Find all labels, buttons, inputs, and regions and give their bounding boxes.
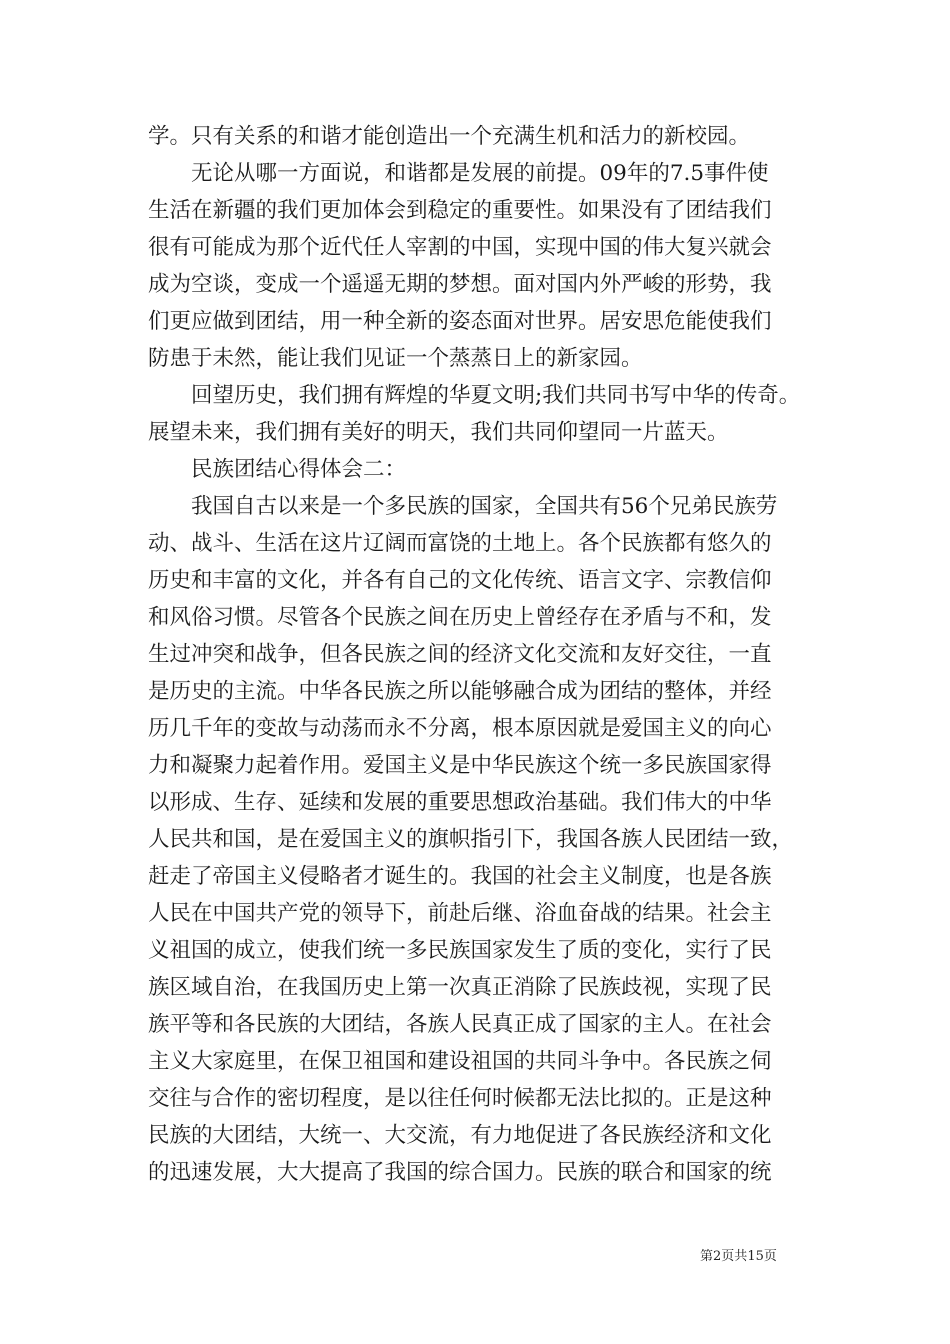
text-line: 族平等和各民族的大团结，各族人民真正成了国家的主人。在社会 <box>148 1012 772 1037</box>
text-line: 生活在新疆的我们更加体会到稳定的重要性。如果没有了团结我们 <box>148 198 772 223</box>
text-line: 动、战斗、生活在这片辽阔而富饶的土地上。各个民族都有悠久的 <box>148 531 772 556</box>
text-line: 回望历史，我们拥有辉煌的华夏文明;我们共同书写中华的传奇。 <box>191 383 801 408</box>
text-line: 交往与合作的密切程度，是以往任何时候都无法比拟的。正是这种 <box>148 1086 772 1111</box>
text-line: 义祖国的成立，使我们统一多民族国家发生了质的变化，实行了民 <box>148 938 772 963</box>
text-line: 以形成、生存、延续和发展的重要思想政治基础。我们伟大的中华 <box>148 790 772 815</box>
text-line: 历几千年的变故与动荡而永不分离，根本原因就是爱国主义的向心 <box>148 716 772 741</box>
text-line: 们更应做到团结，用一种全新的姿态面对世界。居安思危能使我们 <box>148 309 772 334</box>
text-line: 学。只有关系的和谐才能创造出一个充满生机和活力的新校园。 <box>148 124 751 149</box>
text-line: 历史和丰富的文化，并各有自己的文化传统、语言文字、宗教信仰 <box>148 568 772 593</box>
text-line: 成为空谈，变成一个遥遥无期的梦想。面对国内外严峻的形势，我 <box>148 272 772 297</box>
text-line: 人民共和国，是在爱国主义的旗帜指引下，我国各族人民团结一致， <box>148 827 794 852</box>
text-line: 展望未来，我们拥有美好的明天，我们共同仰望同一片蓝天。 <box>148 420 729 445</box>
text-line: 生过冲突和战争，但各民族之间的经济文化交流和友好交往，一直 <box>148 642 772 667</box>
footer-suffix: 页 <box>763 1249 777 1264</box>
text-line: 族区域自治，在我国历史上第一次真正消除了民族歧视，实现了民 <box>148 975 772 1000</box>
text-line: 和风俗习惯。尽管各个民族之间在历史上曾经存在矛盾与不和，发 <box>148 605 772 630</box>
text-line: 主义大家庭里，在保卫祖国和建设祖国的共同斗争中。各民族之伺 <box>148 1049 772 1074</box>
footer-total-pages: 15 <box>747 1249 764 1264</box>
footer-prefix: 第 <box>700 1249 714 1264</box>
page-footer <box>0 1248 950 1266</box>
footer-middle: 页共 <box>721 1249 748 1264</box>
text-line: 我国自古以来是一个多民族的国家，全国共有56个兄弟民族劳 <box>191 494 778 519</box>
text-line: 防患于未然，能让我们见证一个蒸蒸日上的新家园。 <box>148 346 643 371</box>
footer-current-page: 2 <box>713 1249 722 1264</box>
text-line: 民族的大团结，大统一、大交流，有力地促进了各民族经济和文化 <box>148 1123 772 1148</box>
text-line: 力和凝聚力起着作用。爱国主义是中华民族这个统一多民族国家得 <box>148 753 772 778</box>
document-body <box>148 118 810 1191</box>
section-heading: 民族团结心得体会二： <box>191 457 407 482</box>
text-line: 人民在中国共产党的领导下，前赴后继、浴血奋战的结果。社会主 <box>148 901 772 926</box>
text-line: 无论从哪一方面说，和谐都是发展的前提。09年的7.5事件使 <box>191 161 769 186</box>
text-line: 的迅速发展，大大提高了我国的综合国力。民族的联合和国家的统 <box>148 1160 772 1185</box>
text-line: 很有可能成为那个近代任人宰割的中国，实现中国的伟大复兴就会 <box>148 235 772 260</box>
text-line: 是历史的主流。中华各民族之所以能够融合成为团结的整体，并经 <box>148 679 772 704</box>
text-line: 赶走了帝国主义侵略者才诞生的。我国的社会主义制度，也是各族 <box>148 864 772 889</box>
